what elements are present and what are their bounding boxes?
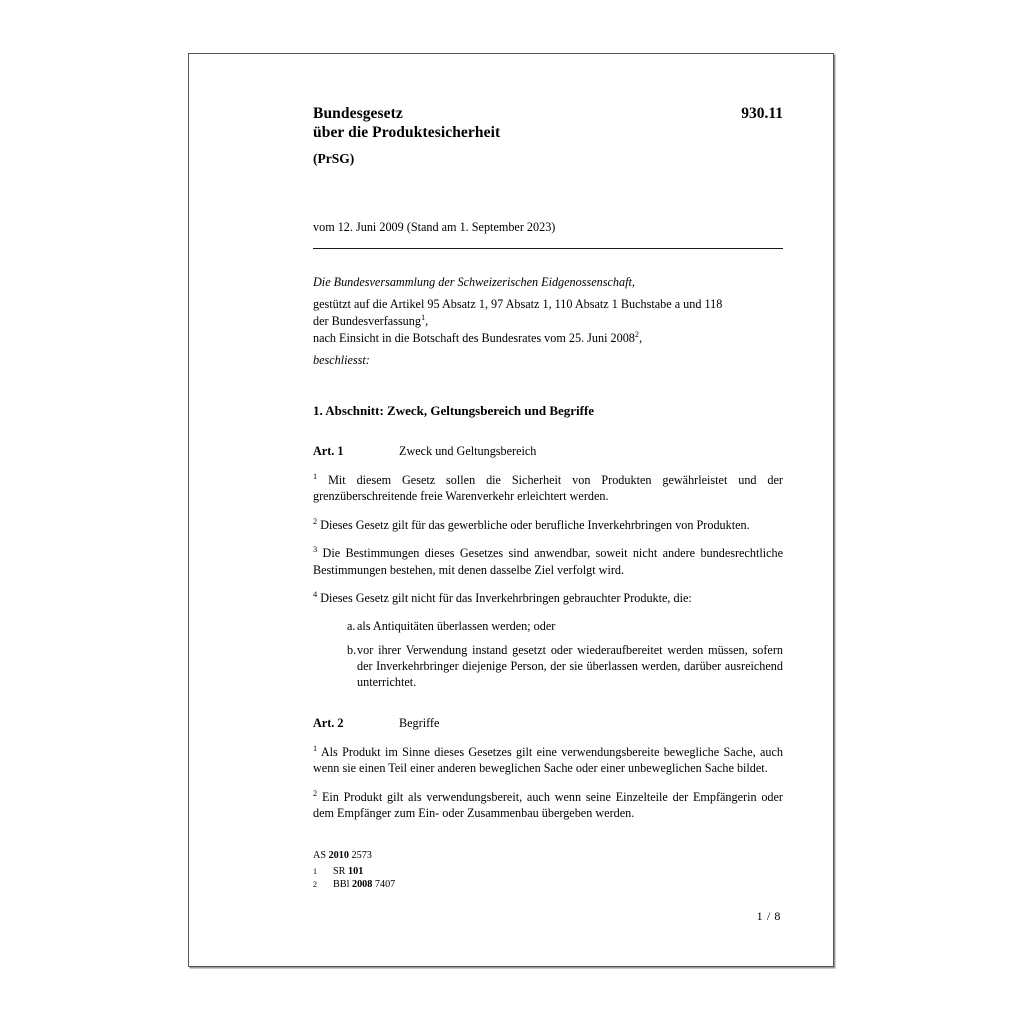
articles-container bbox=[313, 443, 783, 821]
document-abbreviation: (PrSG) bbox=[313, 151, 355, 166]
article-name: Begriffe bbox=[399, 715, 440, 730]
list-item bbox=[313, 642, 783, 691]
footnote-prefix: SR bbox=[333, 865, 349, 877]
preamble-message-tail: , bbox=[639, 331, 643, 345]
article-paragraph bbox=[313, 472, 783, 505]
footnote-as-page: 2573 bbox=[348, 850, 372, 861]
page-number: 1 / 8 bbox=[756, 909, 781, 923]
article-paragraph bbox=[313, 744, 783, 777]
paragraph-text: Die Bestimmungen dieses Gesetzes sind anwendbar, soweit nicht andere bundesrechtliche Bestimmungen bestehen, mit denen dasselbe Ziel verfolgt wird. bbox=[313, 546, 784, 577]
lettered-list bbox=[313, 618, 783, 691]
paragraph-marker: 3 bbox=[313, 545, 318, 555]
article-heading bbox=[313, 715, 783, 732]
footnote-reference-number: 2008 bbox=[351, 878, 373, 890]
article-name: Zweck und Geltungsbereich bbox=[399, 444, 537, 458]
preamble-message-text: nach Einsicht in die Botschaft des Bundesrates vom 25. Juni 2008 bbox=[313, 331, 635, 345]
article-paragraph bbox=[313, 517, 783, 533]
preamble-message-line bbox=[313, 330, 783, 347]
document-classification-number: 930.11 bbox=[741, 105, 783, 122]
preamble-basis-text: der Bundesverfassung bbox=[313, 314, 421, 328]
paragraph-text: Ein Produkt gilt als verwendungsbereit, auch wenn seine Einzelteile der Empfängerin oder dem Empfänger zum Ein- oder Zusammenbau übergeben werden. bbox=[313, 789, 783, 820]
footnote-text bbox=[333, 878, 783, 891]
footnote-as-year: 2010 bbox=[328, 850, 349, 861]
list-item-marker: a. bbox=[347, 618, 356, 633]
document-title-line-2: über die Produktesicherheit bbox=[313, 124, 501, 141]
paragraph-marker: 2 bbox=[313, 788, 318, 798]
article-heading bbox=[313, 443, 783, 460]
footnote-text bbox=[333, 865, 783, 878]
list-item bbox=[313, 618, 783, 634]
paragraph-text: Mit diesem Gesetz sollen die Sicherheit von Produkten gewährleistet und der grenzüberschreitende freie Warenverkehr erleichtert werden. bbox=[313, 473, 783, 504]
footnote-suffix: 7407 bbox=[372, 878, 396, 890]
article-number: Art. 1 bbox=[313, 444, 344, 458]
paragraph-text: Als Produkt im Sinne dieses Gesetzes gilt eine verwendungsbereite bewegliche Sache, auch wenn sie einen Teil einer anderen beweglichen Sache oder einer unbeweglichen Sache bildet. bbox=[313, 744, 783, 776]
paragraph-text: Dieses Gesetz gilt nicht für das Inverkehrbringen gebrauchter Produkte, die: bbox=[320, 591, 692, 606]
footnote-as-reference bbox=[313, 849, 783, 863]
article-paragraph bbox=[313, 545, 783, 578]
preamble-basis-line-2 bbox=[313, 313, 783, 330]
section-heading-1: 1. Abschnitt: Zweck, Geltungsbereich und Begriffe bbox=[313, 403, 595, 418]
footnote-marker: 1 bbox=[313, 866, 317, 876]
preamble-legal-basis bbox=[313, 296, 783, 347]
article bbox=[313, 443, 783, 691]
header-divider bbox=[313, 248, 783, 249]
page-content bbox=[313, 104, 783, 821]
preamble-resolves: beschliesst: bbox=[313, 353, 370, 367]
footnotes bbox=[313, 849, 783, 891]
footnote-reference-number: 101 bbox=[348, 865, 364, 877]
footnote-ref-2: 2 bbox=[634, 329, 640, 339]
list-item-text: vor ihrer Verwendung instand gesetzt oder wiederaufbereitet werden müssen, sofern der Inverkehrbringer diejenige Person, der sie überlassen werden, darüber ausreichend unterrichtet. bbox=[357, 642, 783, 690]
article-number: Art. 2 bbox=[313, 715, 344, 730]
paragraph-marker: 1 bbox=[313, 472, 318, 482]
paragraph-marker: 2 bbox=[313, 516, 318, 526]
preamble-authority: Die Bundesversammlung der Schweizerischen Eidgenossenschaft, bbox=[313, 275, 635, 289]
footnote-row bbox=[313, 878, 783, 891]
article-paragraph bbox=[313, 789, 783, 822]
paragraph-marker: 4 bbox=[313, 590, 318, 600]
article bbox=[313, 715, 783, 822]
list-item-text: als Antiquitäten überlassen werden; oder bbox=[357, 618, 556, 633]
paragraph-text: Dieses Gesetz gilt für das gewerbliche oder berufliche Inverkehrbringen von Produkten. bbox=[320, 517, 750, 532]
footnote-items bbox=[313, 865, 783, 891]
footnote-prefix: BBl bbox=[333, 878, 352, 890]
document-title bbox=[313, 104, 653, 142]
document-page bbox=[188, 53, 834, 967]
list-item-marker: b. bbox=[347, 642, 357, 657]
footnote-marker: 2 bbox=[313, 879, 317, 889]
document-date-line: vom 12. Juni 2009 (Stand am 1. September 2023) bbox=[313, 220, 556, 234]
footnote-as-prefix: AS bbox=[313, 850, 329, 861]
document-header bbox=[313, 104, 783, 178]
paragraph-marker: 1 bbox=[313, 743, 318, 753]
footnote-ref-1: 1 bbox=[420, 312, 426, 322]
preamble bbox=[313, 274, 783, 369]
preamble-basis-tail: , bbox=[425, 314, 429, 328]
footnote-row bbox=[313, 865, 783, 878]
article-paragraph bbox=[313, 590, 783, 606]
document-title-line-1: Bundesgesetz bbox=[313, 105, 403, 122]
preamble-basis-line-1: gestützt auf die Artikel 95 Absatz 1, 97 Absatz 1, 110 Absatz 1 Buchstabe a und 118 bbox=[313, 297, 723, 311]
